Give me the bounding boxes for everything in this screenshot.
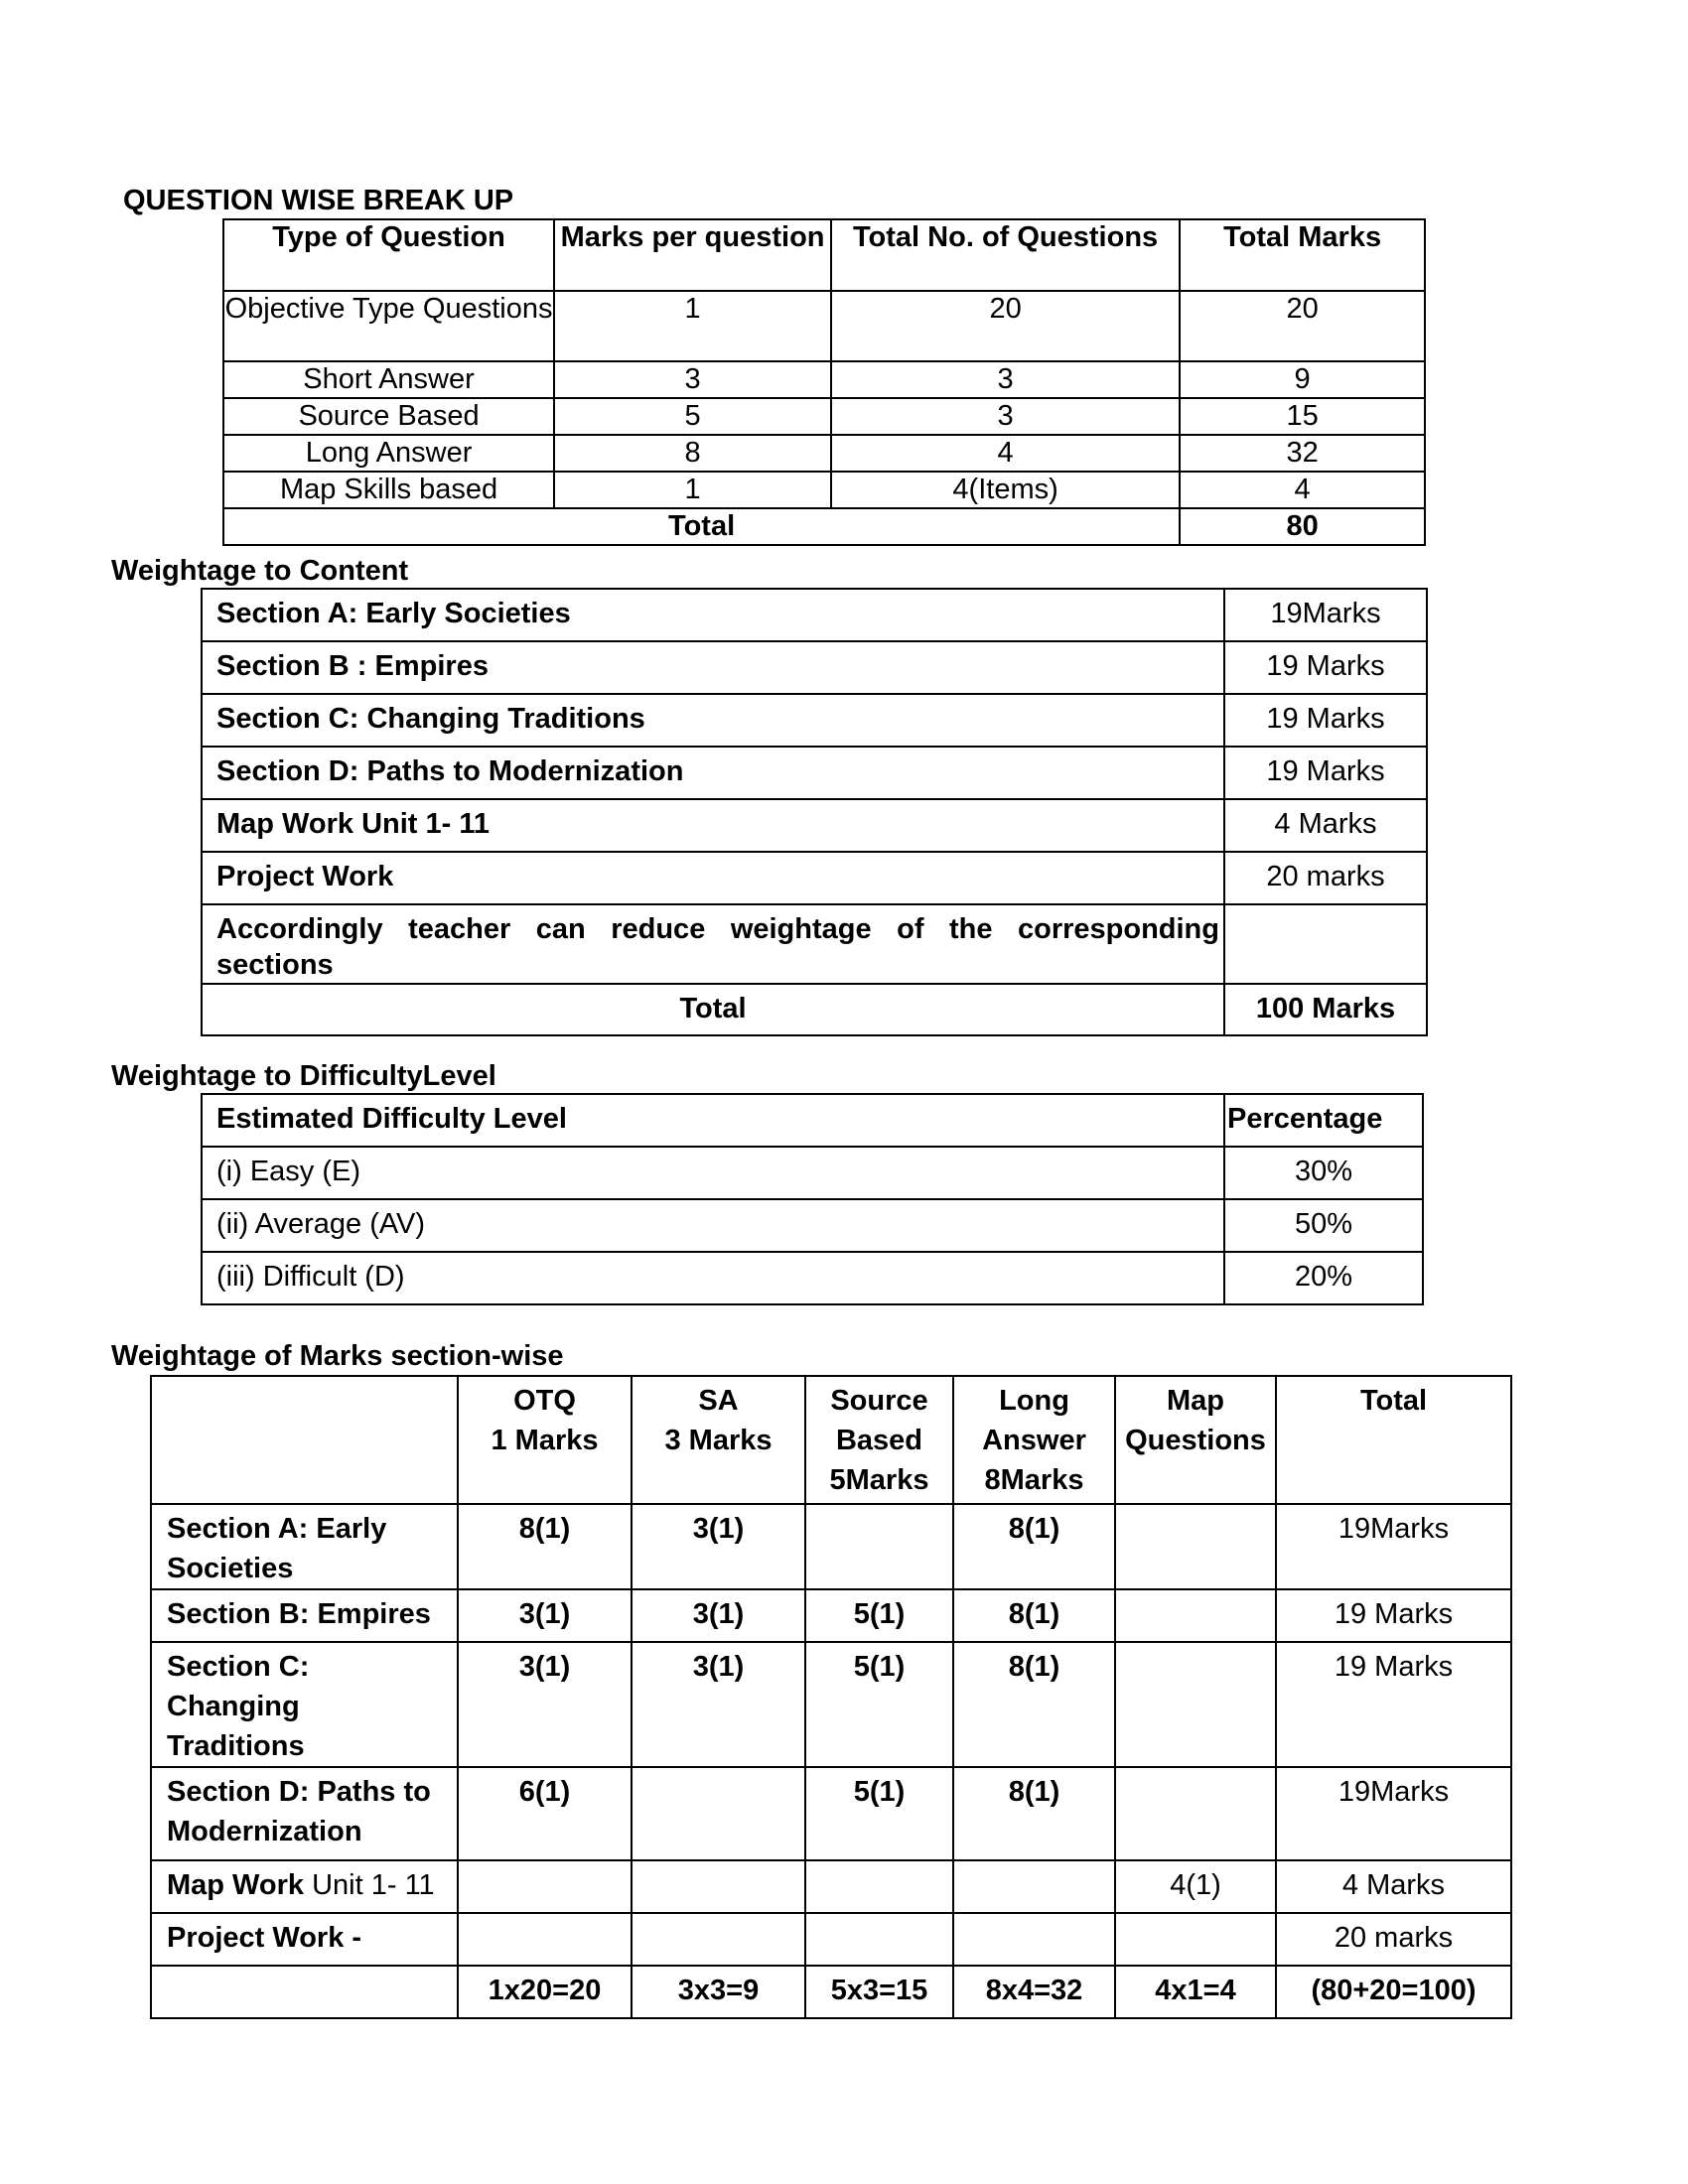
sa-cell: 3(1): [632, 1589, 805, 1642]
header-otq-line1: OTQ: [513, 1385, 576, 1417]
section-marks-cell: 19 Marks: [1224, 694, 1427, 747]
header-long-line3: 8Marks: [984, 1464, 1084, 1496]
content-weightage-heading: Weightage to Content: [111, 555, 409, 587]
header-sa: [632, 1376, 805, 1504]
section-label-line: Section B: Empires: [167, 1598, 431, 1630]
weightage-note-line2: sections: [216, 949, 334, 981]
question-type-cell: Short Answer: [223, 361, 554, 398]
percentage-cell: 50%: [1224, 1199, 1423, 1252]
header-otq-line2: 1 Marks: [491, 1425, 599, 1456]
question-type-cell: Map Skills based: [223, 472, 554, 508]
table-header-row: [151, 1376, 1511, 1504]
question-count-cell: 3: [831, 398, 1180, 435]
table-row: [202, 641, 1427, 694]
difficulty-weightage-heading: Weightage to DifficultyLevel: [111, 1060, 496, 1092]
table-row: [202, 799, 1427, 852]
table-row: [151, 1504, 1511, 1589]
section-name-cell: Project Work: [202, 852, 1224, 904]
sa-cell: [632, 1767, 805, 1860]
header-type-of-question: Type of Question: [223, 219, 554, 291]
otq-cell: 6(1): [458, 1767, 632, 1860]
table-row: [151, 1589, 1511, 1642]
table-row: [223, 472, 1425, 508]
total-row: [202, 984, 1427, 1035]
total-marks-cell: 20: [1180, 291, 1425, 361]
header-source-based: [805, 1376, 953, 1504]
otq-cell: [458, 1913, 632, 1966]
source-cell: [805, 1504, 953, 1589]
table-header-row: [202, 1094, 1423, 1147]
difficulty-level-cell: (ii) Average (AV): [202, 1199, 1224, 1252]
section-marks-cell: 19 Marks: [1224, 641, 1427, 694]
long-answer-cell: [953, 1860, 1115, 1913]
header-difficulty-level: Estimated Difficulty Level: [202, 1094, 1224, 1147]
otq-total: 1x20=20: [458, 1966, 632, 2018]
total-label: Total: [223, 508, 1180, 545]
header-long-line2: Answer: [982, 1425, 1086, 1456]
question-type-cell: Long Answer: [223, 435, 554, 472]
header-map-line2: Questions: [1125, 1425, 1266, 1456]
section-marks-cell: 20 marks: [1224, 852, 1427, 904]
marks-per-question-cell: 8: [554, 435, 831, 472]
total-marks-cell: 4: [1180, 472, 1425, 508]
sa-cell: 3(1): [632, 1504, 805, 1589]
table-header-row: [223, 219, 1425, 291]
header-source-line1: Source: [830, 1385, 928, 1417]
map-cell: [1115, 1913, 1276, 1966]
table-row: [223, 361, 1425, 398]
total-marks-cell: 15: [1180, 398, 1425, 435]
header-percentage: Percentage: [1224, 1094, 1423, 1147]
source-cell: 5(1): [805, 1589, 953, 1642]
header-map-questions: [1115, 1376, 1276, 1504]
table-row: [223, 398, 1425, 435]
section-marks-cell: 19Marks: [1224, 589, 1427, 641]
difficulty-level-cell: (i) Easy (E): [202, 1147, 1224, 1199]
totals-row: [151, 1966, 1511, 2018]
table-row: [202, 694, 1427, 747]
header-total-line1: Total: [1359, 1385, 1428, 1417]
section-label-cell: [151, 1589, 458, 1642]
question-type-cell: Source Based: [223, 398, 554, 435]
section-label-cell: [151, 1642, 458, 1767]
table-row: [223, 435, 1425, 472]
question-count-cell: 4(Items): [831, 472, 1180, 508]
table-row: [202, 589, 1427, 641]
header-map-line1: Map: [1167, 1385, 1224, 1417]
section-label-line: Section A: Early: [167, 1513, 387, 1545]
map-cell: [1115, 1589, 1276, 1642]
table-row: [151, 1642, 1511, 1767]
section-label-cell: [151, 1913, 458, 1966]
question-wise-heading: QUESTION WISE BREAK UP: [123, 185, 514, 216]
total-value: 80: [1180, 508, 1425, 545]
totals-empty-cell: [151, 1966, 458, 2018]
question-count-cell: 4: [831, 435, 1180, 472]
section-name-cell: Section D: Paths to Modernization: [202, 747, 1224, 799]
table-row: [202, 1252, 1423, 1304]
question-count-cell: 3: [831, 361, 1180, 398]
question-wise-table: [222, 218, 1426, 546]
marks-per-question-cell: 1: [554, 472, 831, 508]
note-row: [202, 904, 1427, 984]
row-total-cell: 19Marks: [1276, 1767, 1511, 1860]
total-row: [223, 508, 1425, 545]
map-cell: 4(1): [1115, 1860, 1276, 1913]
section-label-line: Section D: Paths to: [167, 1776, 431, 1808]
row-total-cell: 19 Marks: [1276, 1642, 1511, 1767]
marks-per-question-cell: 5: [554, 398, 831, 435]
long-answer-cell: [953, 1913, 1115, 1966]
sa-cell: [632, 1913, 805, 1966]
header-long-line1: Long: [999, 1385, 1069, 1417]
marks-per-question-cell: 3: [554, 361, 831, 398]
table-row: [151, 1860, 1511, 1913]
question-type-cell: Objective Type Questions: [223, 291, 554, 361]
long-answer-cell: 8(1): [953, 1504, 1115, 1589]
header-empty-cell: [151, 1376, 458, 1504]
otq-cell: 3(1): [458, 1642, 632, 1767]
source-cell: [805, 1860, 953, 1913]
total-marks-cell: 9: [1180, 361, 1425, 398]
table-row: [202, 1199, 1423, 1252]
content-weightage-table: [201, 588, 1428, 1036]
sa-cell: [632, 1860, 805, 1913]
weightage-note-line1: Accordingly teacher can reduce weightage of the corresponding: [216, 913, 1219, 945]
section-label-line: Societies: [167, 1553, 294, 1584]
section-label-line: Modernization: [167, 1816, 362, 1847]
header-sa-line2: 3 Marks: [664, 1425, 773, 1456]
section-label-cell: [151, 1767, 458, 1860]
table-row: [151, 1767, 1511, 1860]
row-total-cell: 19Marks: [1276, 1504, 1511, 1589]
map-cell: [1115, 1504, 1276, 1589]
otq-cell: [458, 1860, 632, 1913]
percentage-cell: 20%: [1224, 1252, 1423, 1304]
header-source-line2: Based: [835, 1425, 923, 1456]
section-label-cell: [151, 1504, 458, 1589]
section-name-cell: Section B : Empires: [202, 641, 1224, 694]
total-label: Total: [202, 984, 1224, 1035]
section-label-line: Changing: [167, 1691, 300, 1722]
section-name-cell: Section C: Changing Traditions: [202, 694, 1224, 747]
note-empty-cell: [1224, 904, 1427, 984]
otq-cell: 8(1): [458, 1504, 632, 1589]
row-total-cell: 19 Marks: [1276, 1589, 1511, 1642]
grand-total: (80+20=100): [1276, 1966, 1511, 2018]
difficulty-level-cell: (iii) Difficult (D): [202, 1252, 1224, 1304]
row-total-cell: 20 marks: [1276, 1913, 1511, 1966]
source-total: 5x3=15: [805, 1966, 953, 2018]
percentage-cell: 30%: [1224, 1147, 1423, 1199]
source-cell: 5(1): [805, 1642, 953, 1767]
section-label-rest: Unit 1- 11: [304, 1869, 435, 1901]
section-label-cell: [151, 1860, 458, 1913]
header-total-no-of-questions: Total No. of Questions: [831, 219, 1180, 291]
section-marks-cell: 4 Marks: [1224, 799, 1427, 852]
header-total-marks: Total Marks: [1180, 219, 1425, 291]
total-value: 100 Marks: [1224, 984, 1427, 1035]
header-total: [1276, 1376, 1511, 1504]
header-source-line3: 5Marks: [829, 1464, 929, 1496]
section-marks-cell: 19 Marks: [1224, 747, 1427, 799]
weightage-note: [202, 904, 1224, 984]
table-row: [202, 852, 1427, 904]
header-marks-per-question: Marks per question: [554, 219, 831, 291]
sa-total: 3x3=9: [632, 1966, 805, 2018]
map-cell: [1115, 1642, 1276, 1767]
table-row: [151, 1913, 1511, 1966]
source-cell: 5(1): [805, 1767, 953, 1860]
header-long-answer: [953, 1376, 1115, 1504]
total-marks-cell: 32: [1180, 435, 1425, 472]
section-label-line: Project Work -: [167, 1922, 362, 1954]
section-label-line: Traditions: [167, 1730, 305, 1762]
question-count-cell: 20: [831, 291, 1180, 361]
map-cell: [1115, 1767, 1276, 1860]
sa-cell: 3(1): [632, 1642, 805, 1767]
marks-per-question-cell: 1: [554, 291, 831, 361]
section-wise-heading: Weightage of Marks section-wise: [111, 1340, 564, 1372]
section-label-bold: Map Work: [167, 1869, 305, 1901]
table-row: [202, 1147, 1423, 1199]
section-wise-table: [150, 1375, 1512, 2019]
source-cell: [805, 1913, 953, 1966]
long-answer-cell: 8(1): [953, 1642, 1115, 1767]
section-name-cell: Section A: Early Societies: [202, 589, 1224, 641]
map-total: 4x1=4: [1115, 1966, 1276, 2018]
otq-cell: 3(1): [458, 1589, 632, 1642]
long-answer-total: 8x4=32: [953, 1966, 1115, 2018]
header-sa-line1: SA: [698, 1385, 739, 1417]
long-answer-cell: 8(1): [953, 1767, 1115, 1860]
table-row: [202, 747, 1427, 799]
section-name-cell: Map Work Unit 1- 11: [202, 799, 1224, 852]
table-row: [223, 291, 1425, 361]
difficulty-weightage-table: [201, 1093, 1424, 1305]
row-total-cell: 4 Marks: [1276, 1860, 1511, 1913]
header-otq: [458, 1376, 632, 1504]
section-label-line: Section C:: [167, 1651, 310, 1683]
long-answer-cell: 8(1): [953, 1589, 1115, 1642]
